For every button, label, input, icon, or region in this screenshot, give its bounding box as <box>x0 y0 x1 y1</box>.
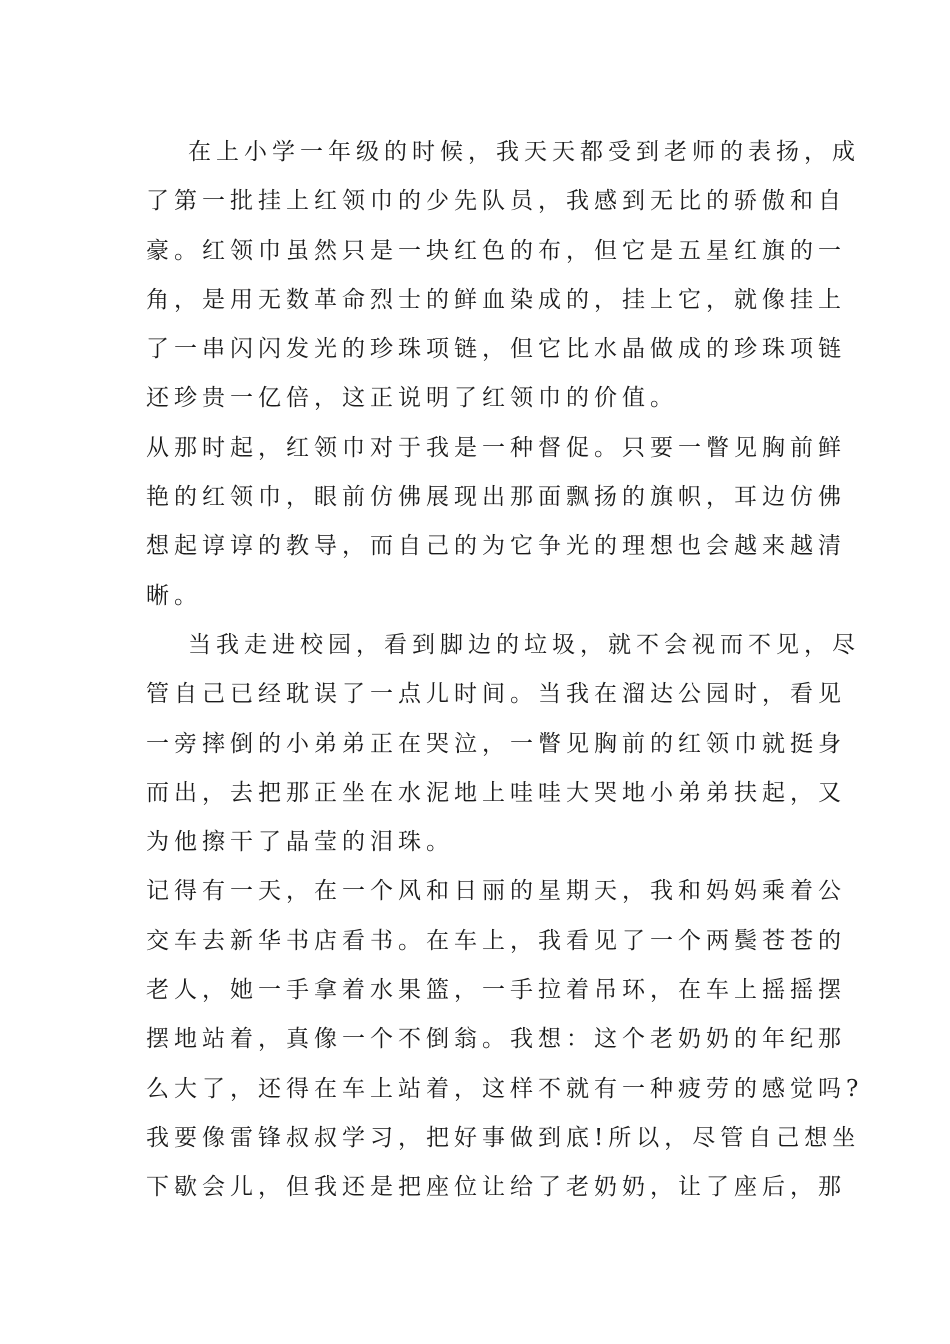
text-line: 我要像雷锋叔叔学习，把好事做到底!所以，尽管自己想坐 <box>146 1124 861 1151</box>
text-line: 一旁摔倒的小弟弟正在哭泣，一瞥见胸前的红领巾就挺身 <box>146 730 846 757</box>
text-line: 交车去新华书店看书。在车上，我看见了一个两鬓苍苍的 <box>146 927 846 954</box>
text-line: 从那时起，红领巾对于我是一种督促。只要一瞥见胸前鲜 <box>146 434 846 461</box>
text-line: 老人，她一手拿着水果篮，一手拉着吊环，在车上摇摇摆 <box>146 977 846 1004</box>
text-line: 豪。红领巾虽然只是一块红色的布，但它是五星红旗的一 <box>146 237 846 264</box>
text-line: 在上小学一年级的时候，我天天都受到老师的表扬，成 <box>188 139 860 165</box>
text-line: 而出，去把那正坐在水泥地上哇哇大哭地小弟弟扶起，又 <box>146 779 846 806</box>
text-line: 管自己已经耽误了一点儿时间。当我在溜达公园时，看见 <box>146 681 846 708</box>
text-line: 想起谆谆的教导，而自己的为它争光的理想也会越来越清 <box>146 533 846 560</box>
text-line: 艳的红领巾，眼前仿佛展现出那面飘扬的旗帜，耳边仿佛 <box>146 484 846 511</box>
document-body <box>146 128 864 1213</box>
text-line: 当我走进校园，看到脚边的垃圾，就不会视而不见，尽 <box>188 631 860 658</box>
text-line: 为他擦干了晶莹的泪珠。 <box>146 829 454 856</box>
text-line: 了第一批挂上红领巾的少先队员，我感到无比的骄傲和自 <box>146 188 846 215</box>
text-line: 晰。 <box>146 582 202 609</box>
text-line: 么大了，还得在车上站着，这样不就有一种疲劳的感觉吗? <box>146 1075 864 1102</box>
text-line: 角，是用无数革命烈士的鲜血染成的，挂上它，就像挂上 <box>146 286 846 313</box>
text-line: 了一串闪闪发光的珍珠项链，但它比水晶做成的珍珠项链 <box>146 336 846 363</box>
text-line: 摆地站着，真像一个不倒翁。我想：这个老奶奶的年纪那 <box>146 1026 846 1053</box>
text-line: 还珍贵一亿倍，这正说明了红领巾的价值。 <box>146 385 678 412</box>
text-line: 下歇会儿，但我还是把座位让给了老奶奶，让了座后，那 <box>146 1174 846 1201</box>
text-line: 记得有一天，在一个风和日丽的星期天，我和妈妈乘着公 <box>146 878 846 905</box>
